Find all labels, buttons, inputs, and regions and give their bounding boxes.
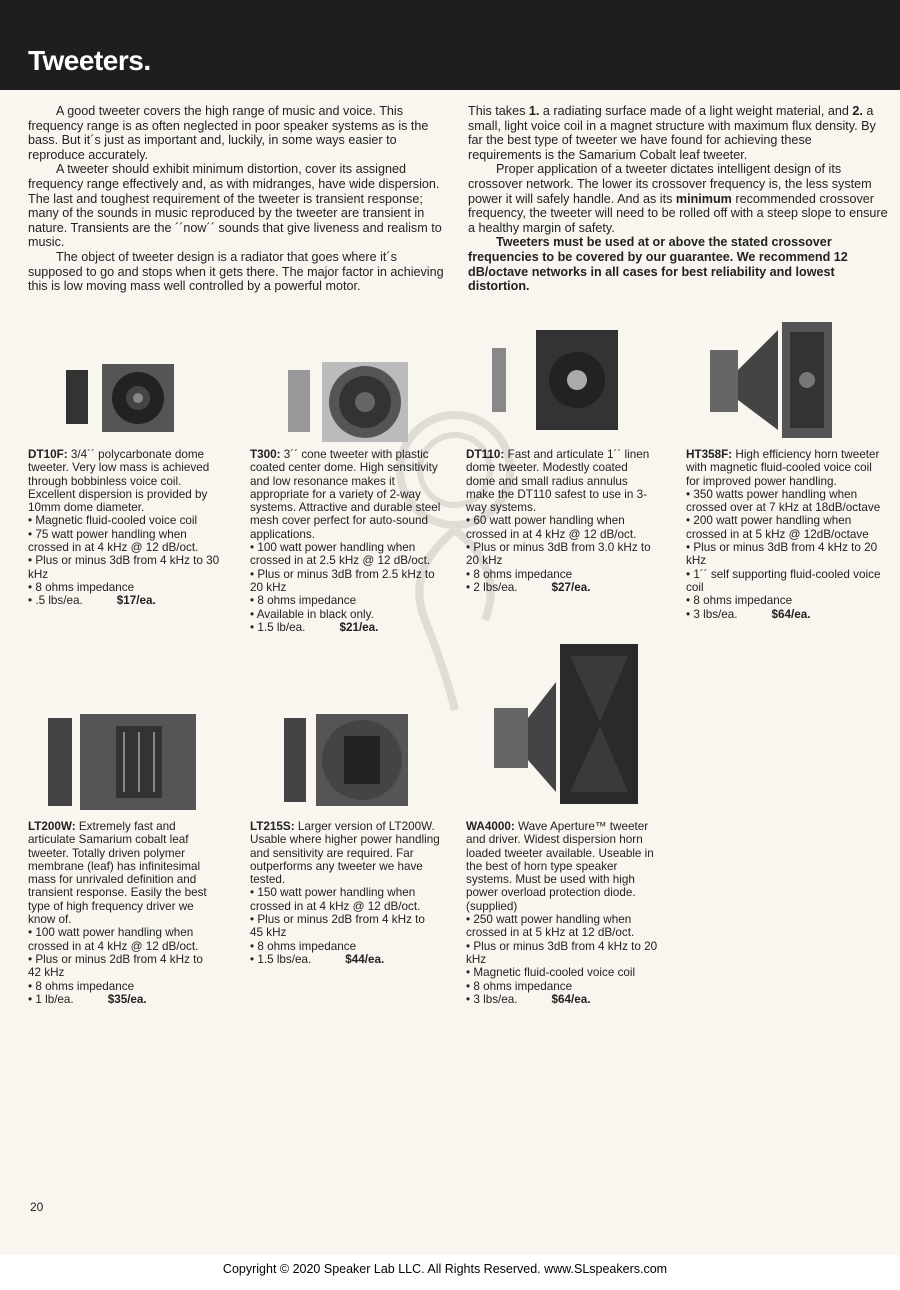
page-title: Tweeters.	[28, 45, 151, 76]
price: $21/ea.	[339, 620, 379, 634]
intro-paragraph: This takes 1. a radiating surface made of a light weight material, and 2. a small, light voice coil in a magnet structure with maximum flux density. By far the best type of tweeter we have found for achieving these requirements is the Samarium Cobalt leaf tweeter.	[468, 104, 876, 162]
product-wa4000: WA4000: Wave Aperture™ tweeter and driver. Widest dispersion horn loaded tweeter available. Useable in the best of horn type speaker systems. Must be used with high power overload protection diode. (supplied) • 250 watt power handling when crossed in at 5 kHz at 12 dB/oct. • Plus or minus 3dB from 4 kHz to 20 kHz • Magnetic fluid-cooled voice coil • 8 ohms impedance • 3 lbs/ea. $64/ea.	[466, 820, 666, 1006]
lt200w-product-image	[44, 712, 200, 812]
intro-left-column	[28, 104, 444, 294]
ht358f-product-image	[706, 320, 836, 440]
dt110-product-image	[490, 328, 620, 432]
lt215s-product-image	[282, 712, 412, 808]
price: $64/ea.	[551, 992, 591, 1006]
dt10f-product-image	[62, 362, 177, 434]
product-lt200w: LT200W: Extremely fast and articulate Samarium cobalt leaf tweeter. Totally driven polymer membrane (leaf) has infinitesimal mass for unrivaled definition and transient response. Easily the best type of high frequency driver we know of. • 100 watt power handling when crossed in at 4 kHz @ 12 dB/oct. • Plus or minus 2dB from 4 kHz to 42 kHz • 8 ohms impedance • 1 lb/ea. $35/ea.	[28, 820, 218, 1006]
price: $35/ea.	[107, 992, 147, 1006]
price: $17/ea.	[116, 594, 156, 608]
wa4000-product-image	[490, 642, 642, 808]
product-dt110: DT110: Fast and articulate 1´´ linen dome tweeter. Modestly coated dome and small radius annulus make the DT110 safest to use in 3-way systems. • 60 watt power handling when crossed in at 4 kHz @ 12 dB/oct. • Plus or minus 3dB from 3.0 kHz to 20 kHz • 8 ohms impedance • 2 lbs/ea. $27/ea.	[466, 448, 651, 594]
intro-paragraph: A tweeter should exhibit minimum distortion, cover its assigned frequency range effectively and, as with midranges, have wide dispersion. The last and toughest requirement of the tweeter is transient response; many of the sounds in music reproduced by the tweeter are transient in nature. Transients are the ´´now´´ sounds that give liveness and realism to music.	[28, 162, 442, 250]
product-ht358f: HT358F: High efficiency horn tweeter with magnetic fluid-cooled voice coil for improved power handling. • 350 watts power handling when crossed over at 7 kHz at 18dB/octave • 200 watt power handling when crossed in at 5 kHz @ 12dB/octave • Plus or minus 3dB from 4 kHz to 20 kHz • 1´´ self supporting fluid-cooled voice coil • 8 ohms impedance • 3 lbs/ea. $64/ea.	[686, 448, 886, 621]
page-number: 20	[30, 1200, 44, 1214]
intro-paragraph: The object of tweeter design is a radiator that goes where it´s supposed to go and stops when it gets there. The major factor in achieving this is low moving mass well controlled by a powerful motor.	[28, 249, 444, 294]
intro-right-column	[468, 104, 888, 294]
t300-product-image	[284, 360, 412, 444]
price: $27/ea.	[551, 580, 591, 594]
header-bar	[0, 0, 900, 90]
price: $44/ea.	[345, 952, 385, 966]
product-dt10f: DT10F: 3/4´´ polycarbonate dome tweeter. Very low mass is achieved through bobbinless voice coil. Excellent dispersion is provided by 10mm dome diameter. • Magnetic fluid-cooled voice coil • 75 watt power handling when crossed in at 4 kHz @ 12 dB/oct. • Plus or minus 3dB from 4 kHz to 30 kHz • 8 ohms impedance • .5 lbs/ea. $17/ea.	[28, 448, 223, 608]
guarantee-note: Tweeters must be used at or above the stated crossover frequencies to be covered by our guarantee. We recommend 12 dB/octave networks in all cases for best reliability and lowest distortion.	[468, 235, 848, 294]
product-t300: T300: 3´´ cone tweeter with plastic coated center dome. High sensitivity and low resonance makes it appropriate for a variety of 2-way systems. Attractive and durable steel mesh cover perfect for auto-sound applications. • 100 watt power handling when crossed in at 2.5 kHz @ 12 dB/oct. • Plus or minus 3dB from 2.5 kHz to 20 kHz • 8 ohms impedance • Available in black only. • 1.5 lb/ea. $21/ea.	[250, 448, 445, 634]
intro-paragraph: A good tweeter covers the high range of music and voice. This frequency range is as often neglected in poor speaker systems as is the bass. But it´s just as important and, luckily, in some ways easier to reproduce accurately.	[28, 104, 429, 162]
product-lt215s: LT215S: Larger version of LT200W. Usable where higher power handling and sensitivity are required. Far outperforms any tweeter we have tested. • 150 watt power handling when crossed in at 4 kHz @ 12 dB/oct. • Plus or minus 2dB from 4 kHz to 45 kHz • 8 ohms impedance • 1.5 lbs/ea. $44/ea.	[250, 820, 440, 966]
price: $64/ea.	[771, 607, 811, 621]
copyright-footer: Copyright © 2020 Speaker Lab LLC. All Rights Reserved. www.SLspeakers.com	[222, 1262, 668, 1276]
intro-paragraph: Proper application of a tweeter dictates intelligent design of its crossover network. The lower its crossover frequency is, the less system power it will safely handle. And as its minimum recommended crossover frequency, the tweeter will need to be rolled off with a steep slope to ensure a healthy margin of safety.	[468, 162, 888, 235]
